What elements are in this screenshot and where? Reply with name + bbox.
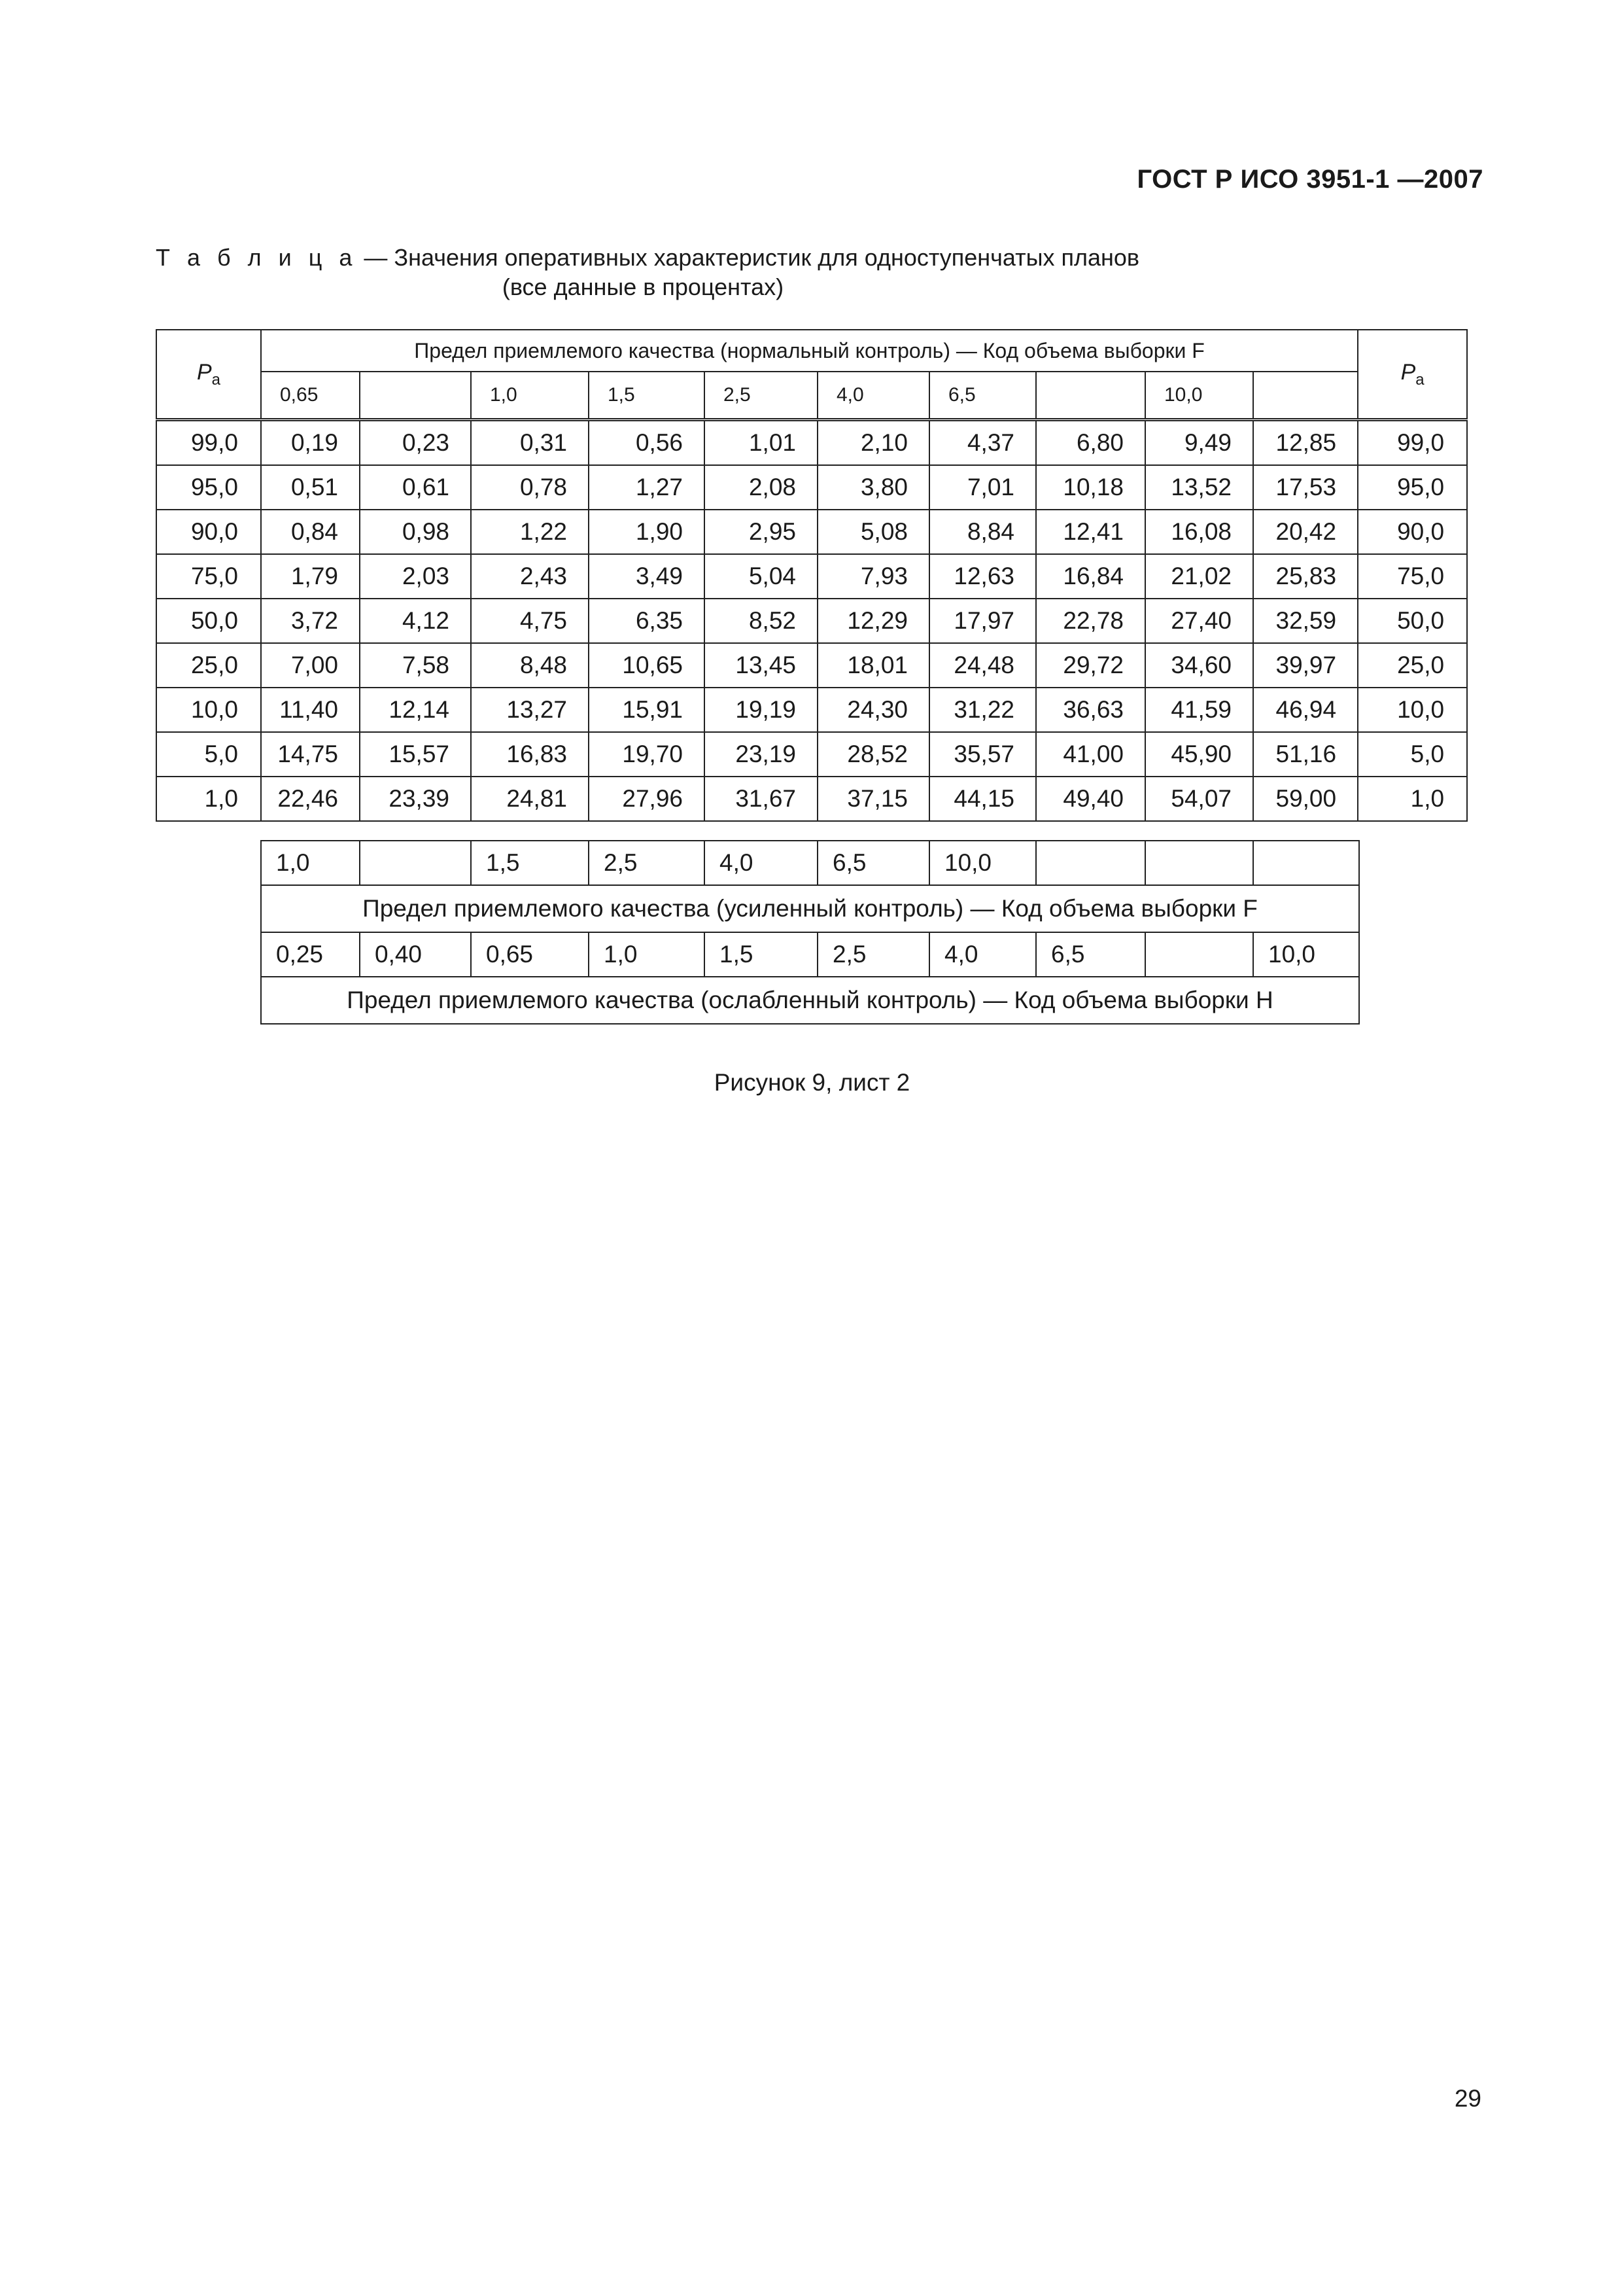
- value-cell: 27,40: [1145, 599, 1253, 643]
- value-cell: 59,00: [1253, 777, 1358, 821]
- value-cell: 0,98: [360, 510, 471, 554]
- pa-value-left: 99,0: [156, 420, 261, 466]
- table-caption-title: — Значения оперативных характеристик для одноступенчатых планов: [357, 244, 1140, 271]
- value-cell: 19,19: [704, 688, 818, 732]
- tightened-aql-cell: 4,0: [704, 841, 818, 885]
- tightened-aql-cell: [360, 841, 471, 885]
- value-cell: 29,72: [1036, 643, 1145, 688]
- value-cell: 11,40: [261, 688, 360, 732]
- reduced-aql-cell: 1,5: [704, 932, 818, 977]
- value-cell: 4,37: [929, 420, 1036, 466]
- value-cell: 36,63: [1036, 688, 1145, 732]
- header-row-1: [156, 330, 1467, 372]
- value-cell: 19,70: [589, 732, 704, 777]
- value-cell: 2,95: [704, 510, 818, 554]
- value-cell: 0,84: [261, 510, 360, 554]
- value-cell: 4,75: [471, 599, 589, 643]
- reduced-aql-cell: 2,5: [818, 932, 929, 977]
- value-cell: 44,15: [929, 777, 1036, 821]
- value-cell: 24,30: [818, 688, 929, 732]
- reduced-aql-cell: 4,0: [929, 932, 1036, 977]
- value-cell: 0,23: [360, 420, 471, 466]
- value-cell: 8,52: [704, 599, 818, 643]
- table-caption: [156, 243, 1139, 272]
- table-caption-subtitle: (все данные в процентах): [502, 273, 784, 300]
- value-cell: 18,01: [818, 643, 929, 688]
- value-cell: 8,84: [929, 510, 1036, 554]
- value-cell: 0,19: [261, 420, 360, 466]
- pa-value-left: 10,0: [156, 688, 261, 732]
- pa-header-left: $P_a$: [156, 330, 261, 420]
- reduced-aql-row: [261, 932, 1359, 977]
- value-cell: 31,67: [704, 777, 818, 821]
- value-cell: 10,65: [589, 643, 704, 688]
- value-cell: 21,02: [1145, 554, 1253, 599]
- value-cell: 2,08: [704, 465, 818, 510]
- value-cell: 16,08: [1145, 510, 1253, 554]
- value-cell: 6,80: [1036, 420, 1145, 466]
- pa-value-right: 50,0: [1358, 599, 1467, 643]
- aql-conversion-table: [260, 840, 1360, 1025]
- value-cell: 0,78: [471, 465, 589, 510]
- value-cell: 7,00: [261, 643, 360, 688]
- value-cell: 13,27: [471, 688, 589, 732]
- value-cell: 20,42: [1253, 510, 1358, 554]
- value-cell: 45,90: [1145, 732, 1253, 777]
- pa-value-left: 1,0: [156, 777, 261, 821]
- normal-aql-cell: [1253, 372, 1358, 420]
- reduced-aql-cell: 6,5: [1036, 932, 1145, 977]
- table-row: [156, 420, 1467, 466]
- value-cell: 22,46: [261, 777, 360, 821]
- pa-value-left: 25,0: [156, 643, 261, 688]
- normal-aql-cell: [360, 372, 471, 420]
- tightened-inspection-label: Предел приемлемого качества (усиленный контроль) — Код объема выборки F: [261, 885, 1359, 932]
- reduced-aql-cell: 0,40: [360, 932, 471, 977]
- value-cell: 28,52: [818, 732, 929, 777]
- value-cell: 34,60: [1145, 643, 1253, 688]
- pa-value-right: 99,0: [1358, 420, 1467, 466]
- tightened-aql-cell: [1036, 841, 1145, 885]
- table-caption-prefix: Т а б л и ц а: [156, 244, 358, 271]
- pa-value-right: 90,0: [1358, 510, 1467, 554]
- value-cell: 1,90: [589, 510, 704, 554]
- value-cell: 41,00: [1036, 732, 1145, 777]
- tightened-aql-cell: 2,5: [589, 841, 704, 885]
- normal-aql-cell: [1036, 372, 1145, 420]
- value-cell: 3,49: [589, 554, 704, 599]
- reduced-aql-cell: 0,25: [261, 932, 360, 977]
- value-cell: 12,14: [360, 688, 471, 732]
- value-cell: 14,75: [261, 732, 360, 777]
- value-cell: 13,45: [704, 643, 818, 688]
- figure-caption: Рисунок 9, лист 2: [714, 1069, 910, 1096]
- value-cell: 54,07: [1145, 777, 1253, 821]
- value-cell: 5,08: [818, 510, 929, 554]
- value-cell: 25,83: [1253, 554, 1358, 599]
- value-cell: 12,41: [1036, 510, 1145, 554]
- value-cell: 2,43: [471, 554, 589, 599]
- pa-value-left: 90,0: [156, 510, 261, 554]
- value-cell: 10,18: [1036, 465, 1145, 510]
- reduced-aql-cell: 0,65: [471, 932, 589, 977]
- normal-aql-cell: 2,5: [704, 372, 818, 420]
- table-row: [156, 599, 1467, 643]
- table-row: [156, 465, 1467, 510]
- value-cell: 0,61: [360, 465, 471, 510]
- value-cell: 7,01: [929, 465, 1036, 510]
- page-number: 29: [1454, 2085, 1481, 2112]
- pa-value-left: 5,0: [156, 732, 261, 777]
- value-cell: 16,84: [1036, 554, 1145, 599]
- document-code: ГОСТ Р ИСО 3951-1 —2007: [1137, 165, 1483, 194]
- table-row: [156, 732, 1467, 777]
- value-cell: 15,57: [360, 732, 471, 777]
- normal-aql-cell: 1,0: [471, 372, 589, 420]
- pa-value-right: 95,0: [1358, 465, 1467, 510]
- value-cell: 2,03: [360, 554, 471, 599]
- value-cell: 24,48: [929, 643, 1036, 688]
- value-cell: 1,22: [471, 510, 589, 554]
- pa-value-right: 75,0: [1358, 554, 1467, 599]
- tightened-aql-cell: 1,0: [261, 841, 360, 885]
- value-cell: 39,97: [1253, 643, 1358, 688]
- oc-values-table: [156, 329, 1468, 822]
- normal-aql-cell: 4,0: [818, 372, 929, 420]
- value-cell: 17,97: [929, 599, 1036, 643]
- tightened-aql-cell: 10,0: [929, 841, 1036, 885]
- tightened-aql-cell: [1145, 841, 1253, 885]
- table-row: [156, 688, 1467, 732]
- value-cell: 41,59: [1145, 688, 1253, 732]
- table-row: [156, 510, 1467, 554]
- value-cell: 15,91: [589, 688, 704, 732]
- normal-aql-cell: 0,65: [261, 372, 360, 420]
- tightened-aql-row: [261, 841, 1359, 885]
- value-cell: 12,85: [1253, 420, 1358, 466]
- normal-aql-cell: 6,5: [929, 372, 1036, 420]
- value-cell: 31,22: [929, 688, 1036, 732]
- value-cell: 1,27: [589, 465, 704, 510]
- reduced-label-row: [261, 977, 1359, 1024]
- pa-value-right: 10,0: [1358, 688, 1467, 732]
- pa-value-right: 25,0: [1358, 643, 1467, 688]
- tightened-label-row: [261, 885, 1359, 932]
- tightened-aql-cell: [1253, 841, 1359, 885]
- value-cell: 23,39: [360, 777, 471, 821]
- value-cell: 5,04: [704, 554, 818, 599]
- value-cell: 0,51: [261, 465, 360, 510]
- value-cell: 8,48: [471, 643, 589, 688]
- pa-value-right: 5,0: [1358, 732, 1467, 777]
- value-cell: 27,96: [589, 777, 704, 821]
- value-cell: 7,93: [818, 554, 929, 599]
- reduced-aql-cell: 1,0: [589, 932, 704, 977]
- value-cell: 3,80: [818, 465, 929, 510]
- value-cell: 49,40: [1036, 777, 1145, 821]
- value-cell: 3,72: [261, 599, 360, 643]
- value-cell: 37,15: [818, 777, 929, 821]
- value-cell: 7,58: [360, 643, 471, 688]
- table-row: [156, 554, 1467, 599]
- value-cell: 24,81: [471, 777, 589, 821]
- value-cell: 35,57: [929, 732, 1036, 777]
- reduced-aql-cell: [1145, 932, 1253, 977]
- value-cell: 22,78: [1036, 599, 1145, 643]
- value-cell: 1,79: [261, 554, 360, 599]
- value-cell: 13,52: [1145, 465, 1253, 510]
- value-cell: 32,59: [1253, 599, 1358, 643]
- value-cell: 6,35: [589, 599, 704, 643]
- normal-aql-row: [156, 372, 1467, 420]
- value-cell: 2,10: [818, 420, 929, 466]
- value-cell: 23,19: [704, 732, 818, 777]
- value-cell: 0,31: [471, 420, 589, 466]
- tightened-aql-cell: 6,5: [818, 841, 929, 885]
- value-cell: 12,63: [929, 554, 1036, 599]
- table-row: [156, 643, 1467, 688]
- pa-value-left: 95,0: [156, 465, 261, 510]
- normal-aql-cell: 1,5: [589, 372, 704, 420]
- data-rows: [156, 420, 1467, 822]
- value-cell: 51,16: [1253, 732, 1358, 777]
- value-cell: 1,01: [704, 420, 818, 466]
- reduced-inspection-label: Предел приемлемого качества (ослабленный контроль) — Код объема выборки H: [261, 977, 1359, 1024]
- value-cell: 9,49: [1145, 420, 1253, 466]
- reduced-aql-cell: 10,0: [1253, 932, 1359, 977]
- pa-value-right: 1,0: [1358, 777, 1467, 821]
- value-cell: 4,12: [360, 599, 471, 643]
- value-cell: 12,29: [818, 599, 929, 643]
- tightened-aql-cell: 1,5: [471, 841, 589, 885]
- pa-value-left: 75,0: [156, 554, 261, 599]
- table-row: [156, 777, 1467, 821]
- value-cell: 17,53: [1253, 465, 1358, 510]
- normal-inspection-header: Предел приемлемого качества (нормальный контроль) — Код объема выборки F: [261, 330, 1358, 372]
- pa-header-right: $P_a$: [1358, 330, 1467, 420]
- normal-aql-cell: 10,0: [1145, 372, 1253, 420]
- value-cell: 16,83: [471, 732, 589, 777]
- pa-value-left: 50,0: [156, 599, 261, 643]
- value-cell: 46,94: [1253, 688, 1358, 732]
- value-cell: 0,56: [589, 420, 704, 466]
